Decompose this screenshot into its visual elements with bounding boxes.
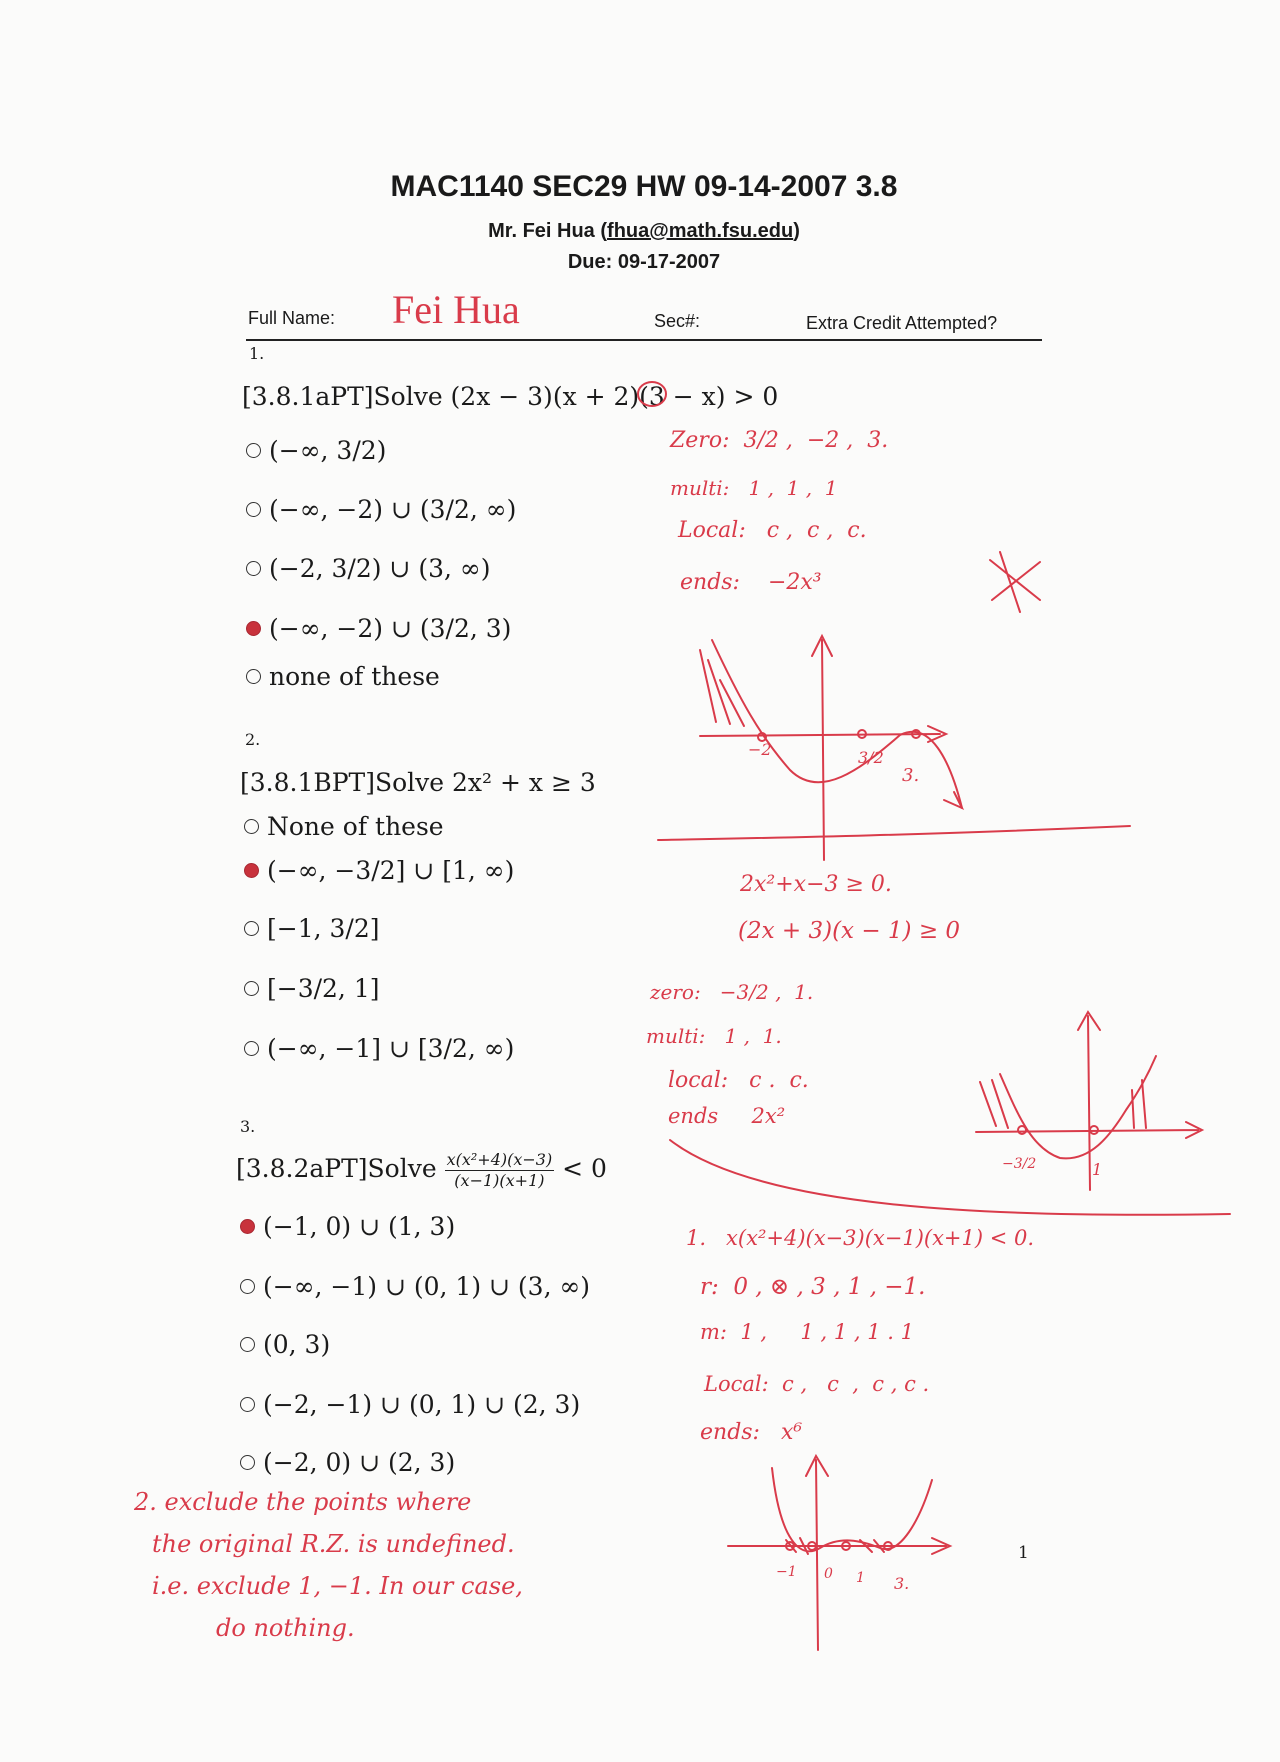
hw-q2-graph-label-2: 1	[1092, 1160, 1103, 1179]
page-number: 1	[1018, 1543, 1029, 1563]
sec-label: Sec#:	[654, 311, 701, 331]
hw-q1-graph-label-2: 3/2	[858, 748, 884, 767]
q2-option-3-label: [−1, 3/2]	[267, 914, 380, 943]
hw-q1-graph-label-1: −2	[748, 740, 772, 759]
hw-note-line-2: the original R.Z. is undefined.	[152, 1530, 515, 1558]
hw-q1-graph	[658, 636, 1130, 860]
hw-note-line-4: do nothing.	[216, 1614, 355, 1642]
hw-q3-graph-label-3: 1	[856, 1570, 865, 1586]
q2-option-5-label: (−∞, −1] ∪ [3/2, ∞)	[267, 1034, 515, 1063]
q1-option-5-label: none of these	[269, 662, 440, 691]
hw-q3-graph-label-2: 0	[824, 1566, 833, 1582]
hw-q3-local: Local: c , c , c , c .	[704, 1372, 930, 1396]
instructor-line: Mr. Fei Hua (fhua@math.fsu.edu)	[488, 220, 800, 242]
q3-fraction-numerator: x(x²+4)(x−3)	[446, 1150, 553, 1169]
hw-q3-ends: ends: x⁶	[700, 1420, 803, 1445]
full-name-label: Full Name:	[248, 308, 336, 328]
hw-q2-graph-label-1: −3/2	[1002, 1156, 1037, 1172]
hw-q2-eq2: (2x + 3)(x − 1) ≥ 0	[738, 918, 961, 944]
q1-option-4-label: (−∞, −2) ∪ (3/2, 3)	[269, 614, 512, 643]
hw-q3-graph	[728, 1456, 950, 1650]
q3-option-5-label: (−2, 0) ∪ (2, 3)	[263, 1448, 456, 1477]
hw-q3-multi: m: 1 , 1 , 1 , 1 . 1	[700, 1320, 914, 1344]
q3-text-suffix: < 0	[562, 1154, 607, 1183]
hw-q2-eq1: 2x²+x−3 ≥ 0.	[740, 872, 892, 897]
question-2-text: [3.8.1BPT]Solve 2x² + x ≥ 3	[240, 768, 596, 797]
q3-option-1-label: (−1, 0) ∪ (1, 3)	[263, 1212, 456, 1241]
hw-q1-end-glyph	[990, 552, 1040, 612]
question-3-number: 3.	[240, 1117, 256, 1136]
question-1-number: 1.	[249, 344, 265, 363]
hw-q1-zero: Zero: 3/2 , −2 , 3.	[670, 428, 889, 453]
q3-option-2-label: (−∞, −1) ∪ (0, 1) ∪ (3, ∞)	[263, 1272, 591, 1301]
q2-option-4-label: [−3/2, 1]	[267, 974, 380, 1003]
hw-q2-zero: zero: −3/2 , 1.	[650, 980, 814, 1004]
due-date: Due: 09-17-2007	[567, 251, 721, 273]
q1-option-3-label: (−2, 3/2) ∪ (3, ∞)	[269, 554, 491, 583]
q3-option-4-label: (−2, −1) ∪ (0, 1) ∪ (2, 3)	[263, 1390, 581, 1419]
question-1-text: [3.8.1aPT]Solve (2x − 3)(x + 2)(3 − x) > 0	[242, 382, 779, 411]
hw-q1-multi: multi: 1 , 1 , 1	[670, 476, 838, 500]
q3-option-3-label: (0, 3)	[263, 1330, 331, 1359]
page-title: MAC1140 SEC29 HW 09-14-2007 3.8	[390, 170, 898, 203]
hw-q3-graph-label-4: 3.	[894, 1574, 910, 1593]
q3-fraction-denominator: (x−1)(x+1)	[454, 1171, 545, 1190]
hw-q3-zeros: r: 0 , ⊗ , 3 , 1 , −1.	[700, 1274, 926, 1300]
hw-circle-mark	[638, 382, 666, 406]
instructor-name: Mr. Fei Hua	[488, 220, 595, 242]
extra-credit-label: Extra Credit Attempted?	[806, 313, 998, 333]
q2-option-2-label: (−∞, −3/2] ∪ [1, ∞)	[267, 856, 515, 885]
q3-text-prefix: [3.8.2aPT]Solve	[236, 1154, 437, 1183]
hw-note-line-3: i.e. exclude 1, −1. In our case,	[152, 1572, 523, 1600]
hw-note-line-1: 2. exclude the points where	[134, 1488, 472, 1516]
hw-q2-multi: multi: 1 , 1.	[646, 1024, 782, 1048]
q1-option-2-label: (−∞, −2) ∪ (3/2, ∞)	[269, 495, 517, 524]
q1-option-1-label: (−∞, 3/2)	[269, 436, 387, 465]
hw-q1-local: Local: c , c , c.	[678, 518, 867, 543]
hw-q2-local: local: c . c.	[668, 1068, 809, 1093]
hw-q3-line1: 1. x(x²+4)(x−3)(x−1)(x+1) < 0.	[686, 1226, 1035, 1250]
instructor-email[interactable]: fhua@math.fsu.edu	[607, 220, 794, 242]
full-name-value: Fei Hua	[392, 287, 520, 332]
hw-q3-graph-label-1: −1	[776, 1564, 797, 1580]
hw-q2-graph	[670, 1012, 1230, 1215]
question-2-number: 2.	[245, 730, 261, 749]
q2-option-1-label: None of these	[267, 812, 444, 841]
hw-q1-graph-label-3: 3.	[902, 765, 920, 786]
hw-q2-ends: ends 2x²	[668, 1104, 786, 1128]
hw-q1-ends: ends: −2x³	[680, 570, 822, 595]
